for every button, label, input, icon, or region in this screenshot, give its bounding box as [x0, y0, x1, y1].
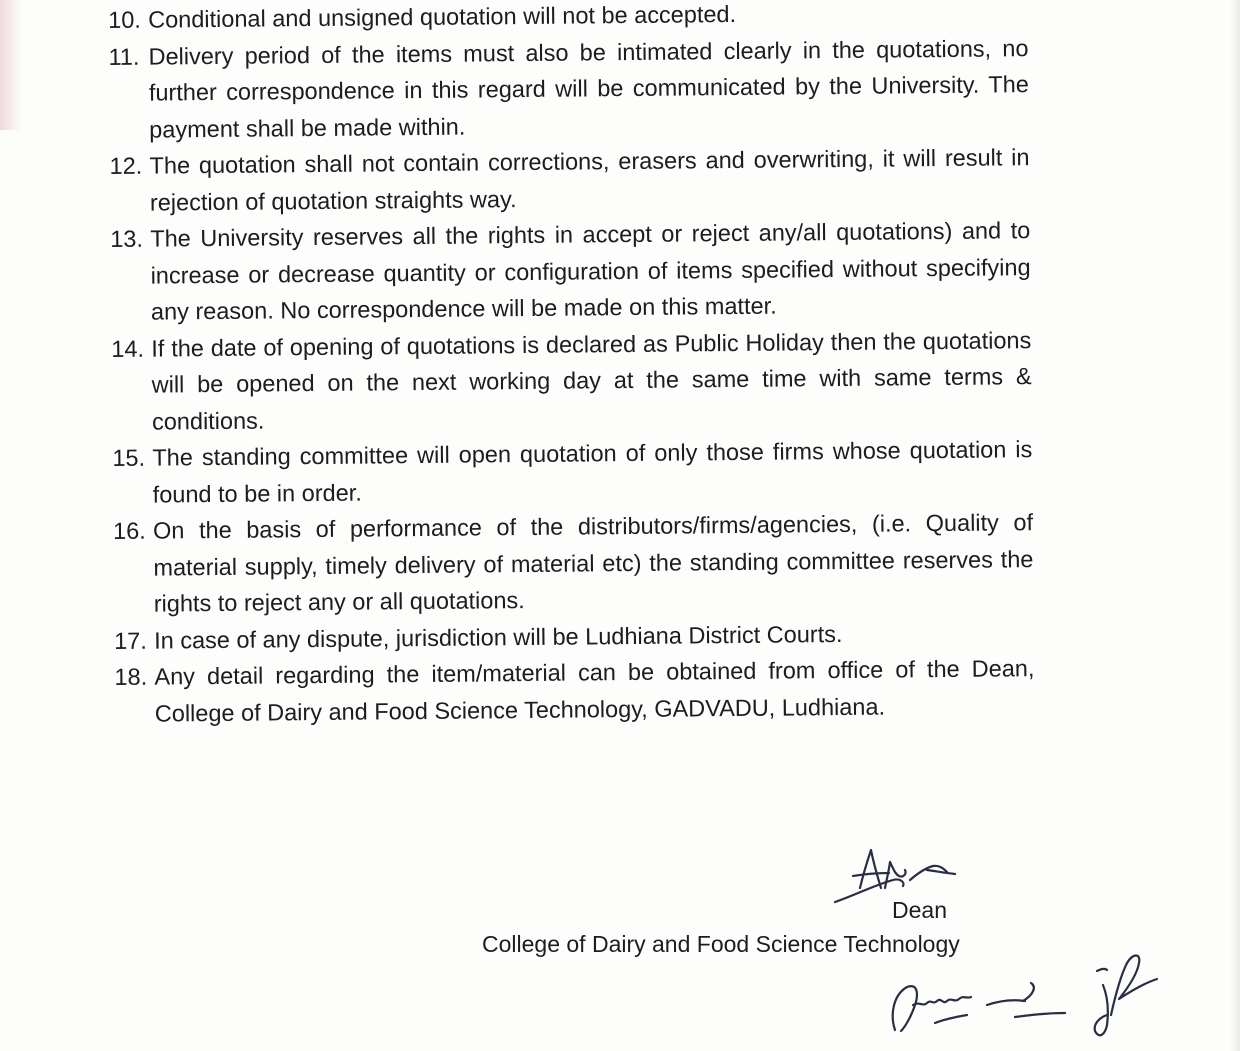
- clause-text: The University reserves all the rights in accept or reject any/all quotations) and to increase or decrease quantity or configuration of items specified without specifying any reason. No correspondence will be made on this matter.: [150, 217, 1031, 325]
- clause-15: [112, 431, 1033, 513]
- signature-block: [470, 840, 1170, 1051]
- clause-text: On the basis of performance of the distributors/firms/agencies, (i.e. Quality of material supply, timely delivery of material etc) the standing committee reserves the rights to reject any or all quotations.: [152, 509, 1034, 617]
- clause-number: 15.: [112, 444, 146, 471]
- clause-number: 16.: [112, 517, 146, 544]
- clause-number: 14.: [111, 335, 145, 362]
- clause-number: 10.: [108, 6, 141, 33]
- clause-number: 17.: [114, 627, 147, 654]
- clause-13: [110, 212, 1031, 330]
- clause-text: If the date of opening of quotations is declared as Public Holiday then the quotations will be opened on the next working day at the same time with same terms & conditions.: [151, 326, 1032, 435]
- clause-18: [114, 650, 1035, 732]
- signatory-designation: Dean: [892, 897, 947, 923]
- clause-text: Conditional and unsigned quotation will not be accepted.: [148, 0, 737, 33]
- clause-number: 11.: [108, 43, 140, 70]
- clause-text: The quotation shall not contain corrections, erasers and overwriting, it will result in rejection of quotation straights way.: [149, 144, 1030, 216]
- clause-12: [109, 139, 1030, 221]
- clause-text: In case of any dispute, jurisdiction will be Ludhiana District Courts.: [154, 620, 843, 654]
- signatory-institution: College of Dairy and Food Science Technology: [482, 931, 960, 957]
- terms-and-conditions-list: [108, 0, 1035, 732]
- clause-number: 13.: [110, 225, 144, 252]
- clause-14: [111, 322, 1032, 440]
- countersignatures: [875, 935, 1165, 1050]
- clause-number: 12.: [109, 152, 143, 179]
- clause-number: 18.: [114, 663, 148, 690]
- scan-edge-mark: [0, 0, 22, 130]
- clause-text: The standing committee will open quotation of only those firms whose quotation is found to be in order.: [152, 436, 1033, 508]
- clause-text: Delivery period of the items must also be intimated clearly in the quotations, no further correspondence in this regard will be communicated by the University. The payment shall be made within.: [148, 34, 1029, 143]
- clause-16: [113, 504, 1034, 622]
- clause-11: [108, 30, 1029, 148]
- scan-edge-shadow: [1230, 0, 1240, 1051]
- clause-text: Any detail regarding the item/material can be obtained from office of the Dean, College of Dairy and Food Science Technology, GADVADU, Ludhiana.: [154, 655, 1035, 727]
